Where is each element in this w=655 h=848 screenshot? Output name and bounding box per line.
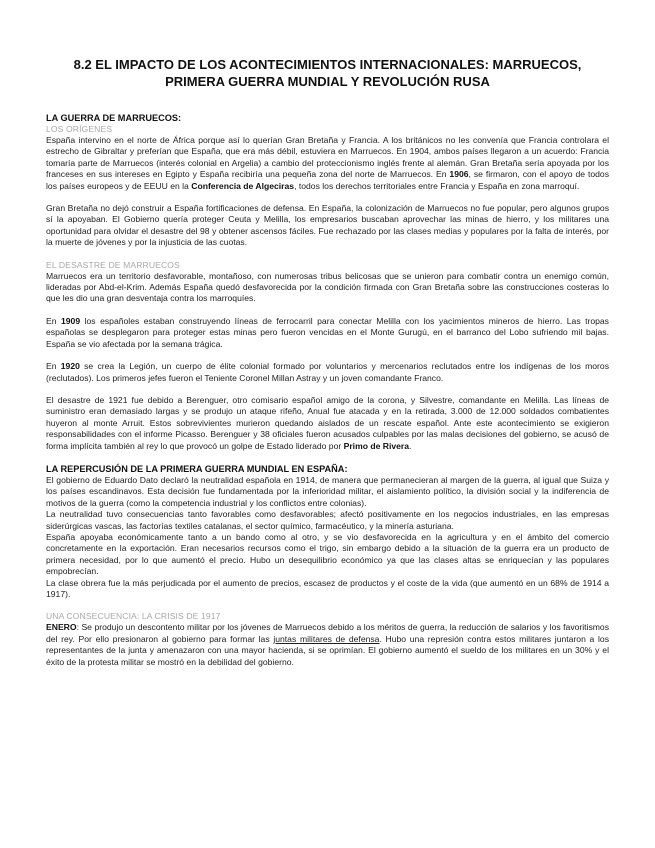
text-span: los españoles estaban construyendo líneas de ferrocarril para conectar Melilla con los yacimientos mineros de hierro. Las tropas españolas se desplegaron para proteger estas minas pero fueron vencidas en el Monte Gurugú, en el barranco del Lobo sufriendo mil bajas. España se vio afectada por la semana trágica. bbox=[46, 315, 609, 349]
bold-year-1906: 1906 bbox=[449, 169, 469, 180]
text-span: se crea la Legión, un cuerpo de élite colonial formado por voluntarios y mercenarios reclutados entre los indígenas de los moros (reclutados). Los primeros jefes fueron el Teniente Coronel Millan Astray y un joven comandante Franco. bbox=[46, 361, 609, 383]
paragraph-guerra-1: El gobierno de Eduardo Dato declaró la neutralidad española en 1914, de manera que permanecieran al margen de la guerra, al igual que Suiza y los países escandinavos. Esta decisión fue fundamentada por la inferioridad militar, el aislamiento político, la división social y la indiferencia de motivos de la guerra (como la competencia industrial y los conflictos entre colonias). bbox=[46, 474, 609, 508]
paragraph-desastre-1: Marruecos era un territorio desfavorable, montañoso, con numerosas tribus belicosas que se unieron para combatir contra un enemigo común, lideradas por Abd-el-Krim. Además España quedó desfavorecida por la condición firmada con Gran Bretaña sobre las construcciones costeras lo que les dio una gran desventaja contra los marroquíes. bbox=[46, 270, 609, 304]
section-heading-primera-guerra: LA REPERCUSIÓN DE LA PRIMERA GUERRA MUNDIAL EN ESPAÑA: bbox=[46, 463, 348, 474]
paragraph-crisis-enero bbox=[46, 622, 609, 668]
underlined-juntas-militares: juntas militares de defensa bbox=[273, 633, 380, 644]
text-span: En bbox=[46, 361, 61, 372]
text-span: . bbox=[409, 440, 412, 451]
paragraph-origenes-2: Gran Bretaña no dejó construir a España fortificaciones de defensa. En España, la colonización de Marruecos no fue popular, pero algunos grupos sí la apoyaban. El Gobierno quería proteger Ceuta y Melilla, los empresarios buscaban aprovechar las minas de hierro, y los militares una oportunidad para olvidar el desastre del 98 y obtener ascensos fáciles. Fue rechazado por las clases medias y populares por la falta de interés, por la muerte de jóvenes y por la injusticia de las cuotas. bbox=[46, 203, 609, 248]
paragraph-guerra-2: La neutralidad tuvo consecuencias tanto favorables como desfavorables; afectó positivamente en los negocios industriales, en las empresas siderúrgicas vascas, las factorías textiles catalanas, el sector químico, farmacéutico, y la minería asturiana. bbox=[46, 509, 609, 531]
paragraph-guerra-3: España apoyaba económicamente tanto a un bando como al otro, y se vio desfavorecida en la agricultura y en el ámbito del comercio concretamente en la exportación. Eran necesarios recursos como el trigo, sin embargo debido a la situación de la guerra era un producto de primera necesidad, por lo que aumentó el precio. Hubo un desequilibrio económico ya que las clases altas se enriquecían y las populares empobrecían. bbox=[46, 531, 609, 577]
bold-year-1909: 1909 bbox=[61, 315, 81, 326]
paragraph-desastre-4 bbox=[46, 395, 609, 452]
paragraph-origenes-1 bbox=[46, 135, 609, 192]
text-span: El desastre de 1921 fue debido a Berenguer, otro comisario español amigo de la corona, y Silvestre, comandante en Melilla. Las líneas de suministro eran demasiado largas y se produjo un ataque rifeño, Anual fue atacada y en la retirada, 3.000 de 12.000 soldados combatientes huyeron al monte Arruit. Estos sobrevivientes murieron quedando aislados de un rescate español. Ante este acontecimiento se exigieron responsabilidades con el informe Picasso. Berenguer y 38 oficiales fueron acusados culpables por las malas decisiones del gobierno, se acusó de forma implícita también al rey lo que provocó un golpe de Estado liderado por bbox=[46, 394, 609, 451]
paragraph-desastre-2 bbox=[46, 316, 609, 350]
text-span: En bbox=[46, 315, 61, 326]
text-span: . Hubo una represión contra estos militares juntaron a los representantes de la junta y amenazaron con una mayor hacienda, si se oprimían. El gobierno aumentó el sueldo de los militares en un 30% y el éxito de la protesta militar se mostró en la debilidad del gobierno. bbox=[46, 633, 609, 667]
text-span: , todos los derechos territoriales entre Francia y España en zona marroquí. bbox=[294, 180, 580, 191]
bold-enero: ENERO bbox=[46, 622, 77, 633]
subheading-crisis-1917: UNA CONSECUENCIA: LA CRISIS DE 1917 bbox=[46, 611, 221, 622]
bold-primo-de-rivera: Primo de Rivera bbox=[343, 440, 410, 451]
text-span: , se firmaron, con el apoyo de todos los países europeos y de EEUU en la bbox=[46, 169, 609, 191]
text-span: España intervino en el norte de África porque así lo querían Gran Bretaña y Francia. A los británicos no les convenía que Francia controlara el estrecho de Gibraltar y preferían que España, que era más débil, estuviera en Marruecos. En 1904, ambos países llegaron a un acuerdo: Francia tomaría parte de Marruecos (interés colonial en Argelia) a cambio del proteccionismo inglés frente al alemán. Gran Bretaña sería apoyada por los franceses en sus intereses en Egipto y España recibiría una pequeña zona del norte de Marruecos. En bbox=[46, 135, 609, 180]
text-span: : Se produjo un descontento militar por los jóvenes de Marruecos debido a los méritos de guerra, la reducción de salarios y los favoritismos del rey. Por ello presionaron al gobierno para formar las bbox=[46, 622, 609, 644]
subheading-origenes: LOS ORÍGENES bbox=[46, 124, 113, 134]
section-heading-marruecos: LA GUERRA DE MARRUECOS: bbox=[46, 113, 182, 123]
bold-year-1920: 1920 bbox=[60, 361, 80, 372]
paragraph-guerra-4: La clase obrera fue la más perjudicada por el aumento de precios, escasez de productos y el coste de la vida (que aumentó en un 68% de 1914 a 1917). bbox=[46, 577, 609, 599]
bold-conferencia-algeciras: Conferencia de Algeciras bbox=[191, 180, 295, 191]
paragraph-desastre-3 bbox=[46, 361, 609, 384]
subheading-desastre: EL DESASTRE DE MARRUECOS bbox=[46, 259, 180, 270]
page-title: 8.2 EL IMPACTO DE LOS ACONTECIMIENTOS INTERNACIONALES: MARRUECOS, PRIMERA GUERRA MUNDIAL Y REVOLUCIÓN RUSA bbox=[73, 57, 582, 89]
